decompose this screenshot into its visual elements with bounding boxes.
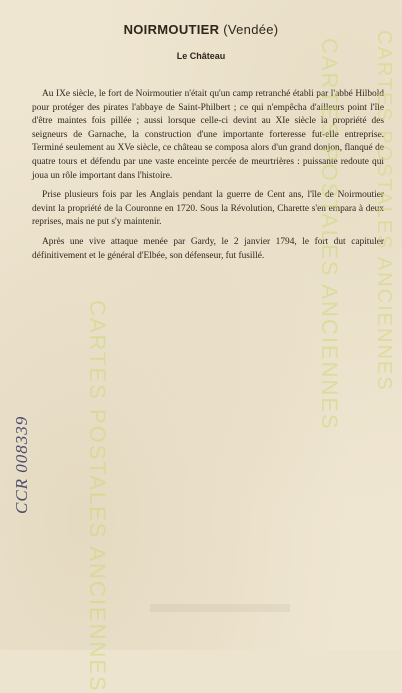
title-department: (Vendée)	[223, 22, 279, 37]
faded-print-bleed	[150, 604, 290, 612]
inventory-stamp: CCR 008339	[12, 415, 31, 514]
title-place: NOIRMOUTIER	[123, 22, 220, 37]
watermark-text: CARTES POSTALES ANCIENNES	[317, 38, 342, 431]
paragraph: Après une vive attaque menée par Gardy, le 2 janvier 1794, le fort dut capituler définitivement et le général d'Elbée, son défenseur, fut fusillé.	[32, 236, 384, 261]
paragraph: Prise plusieurs fois par les Anglais pendant la guerre de Cent ans, l'île de Noirmoutier devint la propriété de la Couronne en 1720. Sous la Révolution, Charette s'en empara à deux reprises, mais ne put s'y maintenir.	[32, 190, 384, 228]
watermark-text: CARTES POSTALES ANCIENNES	[85, 300, 110, 693]
card-subtitle: Le Château	[176, 51, 226, 61]
card-title	[0, 22, 402, 37]
paragraph: Au IXe siècle, le fort de Noirmoutier n'était qu'un camp retranché établi par l'abbé Hilbold pour protéger des pirates l'abbaye de Saint-Philbert ; ce qui n'empêcha d'ailleurs point l'île d'être maintes fois pillée ; aussi lorsque celle-ci devint au XIe siècle la propriété des seigneurs de Garnache, la construction d'une importante forteresse fut-elle entreprise. Terminé seulement au XVe siècle, ce château se composa alors d'un grand donjon, flanqué de quatre tours et défendu par une vaste enceinte percée de meurtrières : puissante redoute qui joua un rôle important dans l'histoire.	[32, 89, 384, 181]
watermark-text: CARTES POSTALES ANCIENNES	[373, 30, 395, 392]
